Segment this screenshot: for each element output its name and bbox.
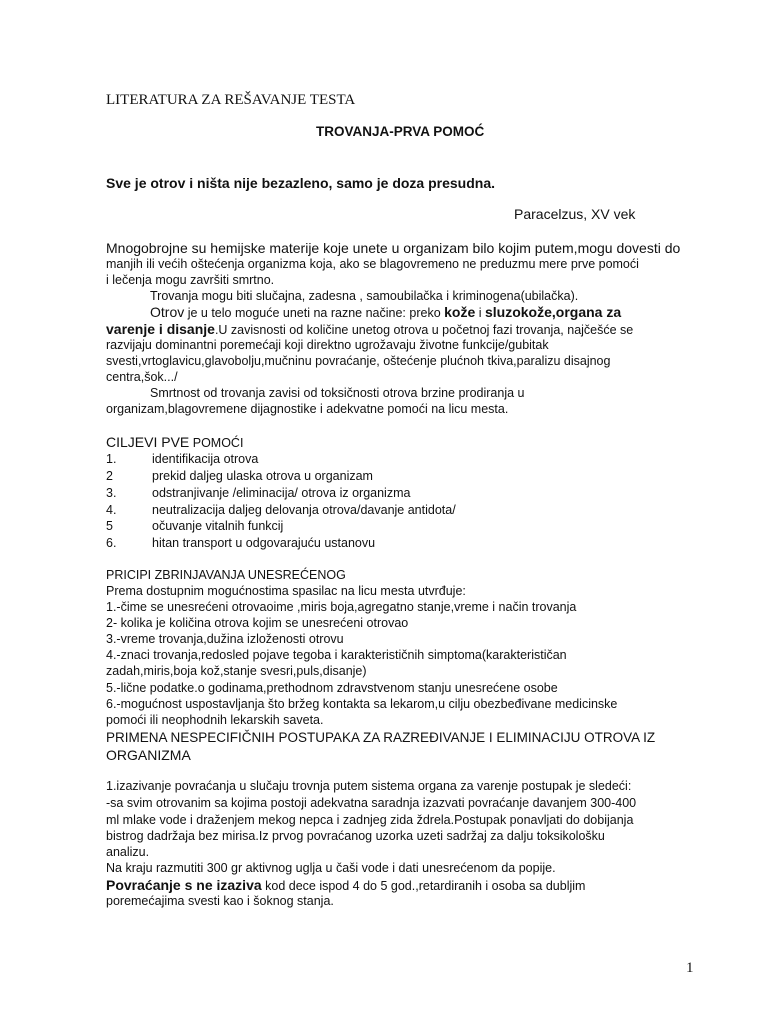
intro-line: svesti,vrtoglavicu,glavobolju,mučninu povraćanje, oštećenje plućnoh tkiva,paralizu disajnog bbox=[106, 354, 611, 368]
list-item-number: 5 bbox=[106, 519, 113, 533]
page-number: 1 bbox=[686, 960, 694, 976]
intro-line: organizam,blagovremene dijagnostike i adekvatne pomoći na licu mesta. bbox=[106, 402, 509, 416]
intro-bold: kože bbox=[444, 304, 476, 320]
goals-heading-main: CILJEVI PVE bbox=[106, 434, 190, 450]
quote-text: Sve je otrov i ništa nije bezazleno, samo je doza presudna. bbox=[106, 175, 495, 191]
list-item: identifikacija otrova bbox=[152, 452, 259, 466]
list-item-number: 3. bbox=[106, 486, 117, 500]
principles-line: zadah,miris,boja kož,stanje svesri,puls,disanje) bbox=[106, 664, 367, 678]
section-heading: ORGANIZMA bbox=[106, 747, 191, 763]
list-item: očuvanje vitalnih funkcij bbox=[152, 519, 284, 533]
list-item-number: 6. bbox=[106, 536, 117, 550]
intro-line: Smrtnost od trovanja zavisi od toksičnosti otrova brzine prodiranja u bbox=[150, 386, 525, 400]
intro-bold: varenje i disanje bbox=[106, 321, 215, 337]
intro-text: .U zavisnosti od količine unetog otrova u početnoj fazi trovanja, najčešće se bbox=[214, 323, 634, 337]
principles-line: 1.-čime se unesrećeni otrovaoime ,miris boja,agregatno stanje,vreme i način trovanja bbox=[106, 600, 577, 614]
list-item: hitan transport u odgovarajuću ustanovu bbox=[152, 536, 376, 550]
goals-heading-rest: POMOĆI bbox=[189, 436, 244, 450]
list-item: odstranjivanje /eliminacija/ otrova iz organizma bbox=[152, 486, 411, 500]
goals-heading bbox=[106, 434, 243, 452]
procedure-line: poremećajima svesti kao i šoknog stanja. bbox=[106, 894, 334, 908]
list-item: neutralizacija daljeg delovanja otrova/davanje antidota/ bbox=[152, 503, 456, 517]
intro-line bbox=[106, 321, 633, 337]
intro-line: razvijaju dominantni poremećaji koji direktno ugrožavaju životne funkcije/gubitak bbox=[106, 338, 549, 352]
principles-line: 4.-znaci trovanja,redosled pojave tegoba i karakterističnih simptoma(karakterističan bbox=[106, 648, 567, 662]
list-item-number: 1. bbox=[106, 452, 117, 466]
procedure-line: 1.izazivanje povraćanja u slučaju trovnja putem sistema organa za varenje postupak je sledeći: bbox=[106, 779, 632, 793]
procedure-line bbox=[106, 877, 585, 895]
intro-line: centra,šok.../ bbox=[106, 370, 178, 384]
document-subtitle: TROVANJA-PRVA POMOĆ bbox=[316, 124, 485, 139]
intro-line: Mnogobrojne su hemijske materije koje unete u organizam bilo kojim putem,mogu dovesti do bbox=[106, 240, 681, 256]
procedure-line: -sa svim otrovanim sa kojima postoji adekvatna saradnja izazvati povraćanje davanjem 300-400 bbox=[106, 796, 637, 810]
document-title: LITERATURA ZA REŠAVANJE TESTA bbox=[106, 92, 356, 108]
intro-line: i lečenja mogu završiti smrtno. bbox=[106, 273, 275, 287]
procedure-text: kod dece ispod 4 do 5 god.,retardiranih i osoba sa dubljim bbox=[261, 879, 586, 893]
list-item-number: 2 bbox=[106, 469, 113, 483]
principles-line: 3.-vreme trovanja,dužina izloženosti otrovu bbox=[106, 632, 344, 646]
procedure-bold: Povraćanje s ne izaziva bbox=[106, 877, 262, 893]
principles-line: pomoći ili neophodnih lekarskih saveta. bbox=[106, 713, 324, 727]
intro-line bbox=[150, 304, 621, 320]
procedure-line: ml mlake vode i draženjem mekog nepca i zadnjeg zida ždrela.Postupak ponavljati do dobijanja bbox=[106, 813, 634, 827]
principles-line: 2- kolika je količina otrova kojim se unesrećeni otrovao bbox=[106, 616, 409, 630]
procedure-line: bistrog dadržaja bez mirisa.Iz prvog povraćanog uzorka uzeti sadržaj za dalju toksikološku bbox=[106, 829, 605, 843]
intro-word: Otrov bbox=[150, 304, 185, 320]
quote-author: Paracelzus, XV vek bbox=[514, 206, 636, 222]
principles-line: 5.-lične podatke.o godinama,prethodnom zdravstvenom stanju unesrećene osobe bbox=[106, 681, 558, 695]
section-heading: PRIMENA NESPECIFIČNIH POSTUPAKA ZA RAZREĐIVANJE I ELIMINACIJU OTROVA IZ bbox=[106, 730, 656, 745]
intro-text: i bbox=[475, 306, 485, 320]
list-item: prekid daljeg ulaska otrova u organizam bbox=[152, 469, 373, 483]
intro-line: manjih ili većih oštećenja organizma koja, ako se blagovremeno ne preduzmu mere prve pomoći bbox=[106, 257, 639, 271]
principles-line: Prema dostupnim mogućnostima spasilac na licu mesta utvrđuje: bbox=[106, 584, 466, 598]
intro-bold: sluzokože,organa za bbox=[484, 304, 622, 320]
intro-text: je u telo moguće uneti na razne načine: preko bbox=[184, 306, 445, 320]
principles-heading: PRICIPI ZBRINJAVANJA UNESREĆENOG bbox=[106, 568, 346, 582]
procedure-line: Na kraju razmutiti 300 gr aktivnog uglja u čaši vode i dati unesrećenom da popije. bbox=[106, 861, 556, 875]
principles-line: 6.-mogućnost uspostavljanja što bržeg kontakta sa lekarom,u cilju obezbeđivane medicinske bbox=[106, 697, 618, 711]
intro-line: Trovanja mogu biti slučajna, zadesna , samoubilačka i kriminogena(ubilačka). bbox=[150, 289, 579, 303]
list-item-number: 4. bbox=[106, 503, 117, 517]
procedure-line: analizu. bbox=[106, 845, 150, 859]
